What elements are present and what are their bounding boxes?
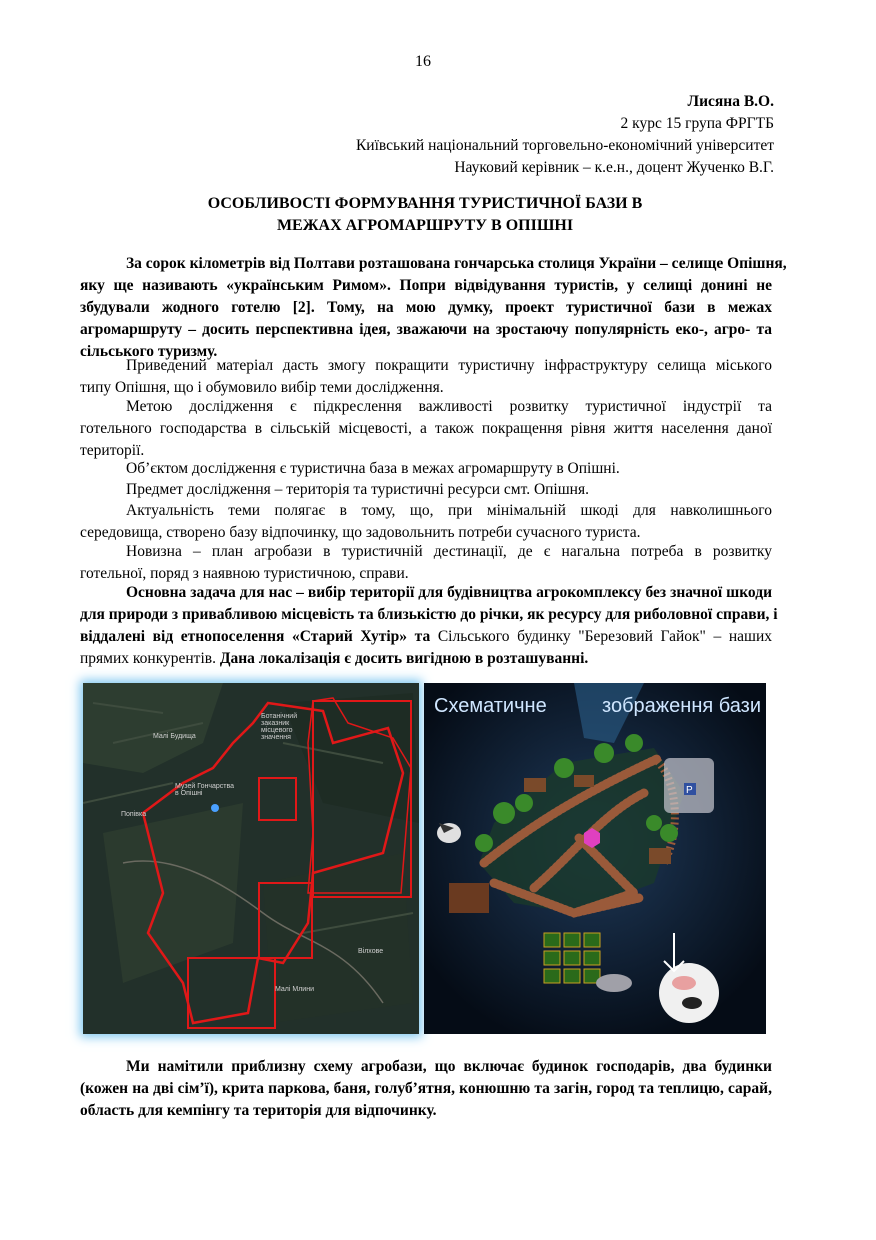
paragraph-line: Метою дослідження є підкреслення важливості розвитку туристичної індустрії та (126, 398, 772, 415)
paragraph-line: середовища, створено базу відпочинку, що задовольнить потреби сучасного туриста. (80, 524, 641, 541)
title-line-2: МЕЖАХ АГРОМАРШРУТУ В ОПІШНІ (276, 217, 574, 234)
paragraph-line: агромаршруту – досить перспективна ідея, зважаючи на зростаючу популярність еко-, агро- та (80, 321, 772, 338)
map-label: Ботанічний заказник місцевого значення (261, 713, 298, 741)
paragraph-line (80, 648, 772, 670)
map-label: Вілхове (358, 948, 384, 955)
paragraph-line: території. (80, 442, 145, 459)
paragraph-line: готельної, поряд з наявною туристичною, справи. (80, 565, 409, 582)
parking-symbol: P (686, 785, 693, 796)
figure (83, 683, 766, 1034)
paragraph-novelty (80, 541, 772, 585)
paragraph-main-task (80, 582, 778, 670)
paragraph-line: Новизна – план агробази в туристичній дестинації, де є нагальна потреба в розвитку (126, 543, 772, 560)
paragraph-line: Предмет дослідження – територія та туристичні ресурси смт. Опішня. (126, 481, 589, 498)
paragraph-line: (кожен на дві сім’ї), крита паркова, баня, голуб’ятня, конюшню та загін, город та теплицю, сарай, (80, 1080, 772, 1097)
paragraph-object (80, 458, 772, 480)
normal-fragment: прямих конкурентів. (80, 650, 220, 667)
map-graphic (83, 683, 419, 1034)
bold-fragment: Дана локалізація є досить вигідною в розташуванні. (219, 650, 589, 667)
scheme-title-left: Схематичне (434, 695, 547, 717)
paragraph-line: яку ще називають «українським Римом». Попри відвідування туристів, у селищі донині не (80, 277, 772, 294)
paragraph-line (80, 626, 772, 648)
scheme-graphic (424, 683, 766, 1034)
normal-fragment: Сільського будинку "Березовий Гайок" – наших (437, 628, 772, 645)
paragraph-relevance (80, 500, 772, 544)
author-name: Лисяна В.О. (687, 93, 774, 110)
scheme-title-right: зображення бази (602, 695, 761, 717)
paragraph-line: Основна задача для нас – вибір території для будівництва агрокомплексу без значної шкоди (126, 584, 772, 601)
paragraph-line: область для кемпінгу та територія для відпочинку. (80, 1102, 437, 1119)
paragraph-line: типу Опішня, що і обумовило вибір теми дослідження. (80, 379, 444, 396)
paragraph-line: сільського туризму. (80, 343, 218, 360)
author-group: 2 курс 15 група ФРГТБ (620, 115, 774, 132)
paragraph-line: для природи з привабливою місцевість та близькістю до річки, як ресурсу для риболовної справи, і (80, 606, 778, 623)
paragraph-line: За сорок кілометрів від Полтави розташована гончарська столиця України – селище Опішня, (126, 255, 787, 272)
paragraph-line: Об’єктом дослідження є туристична база в межах агромаршруту в Опішні. (126, 460, 620, 477)
paragraph-line: Ми намітили приблизну схему агробази, що включає будинок господарів, два будинки (126, 1058, 772, 1075)
base-scheme (424, 683, 766, 1034)
paragraph-line: Актуальність теми полягає в тому, що, при мінімальній шкоді для навколишнього (126, 502, 772, 519)
map-label: Малі Млини (275, 986, 314, 993)
paragraph-scheme (80, 1056, 772, 1122)
map-label: Попівка (121, 811, 147, 818)
author-university: Київський національний торговельно-економічний університет (355, 137, 774, 154)
bold-fragment: віддалені від етнопоселення «Старий Хутір» та (80, 628, 438, 645)
map-label: Музей Гончарства в Опішні (175, 783, 235, 797)
article-title (80, 193, 770, 237)
page-number: 16 (415, 53, 431, 70)
paragraph-material (80, 355, 772, 399)
paragraph-line: готельного господарства в сільській місцевості, а також покращення рівня життя населення даної (80, 420, 772, 437)
paragraph-intro (80, 253, 787, 363)
paragraph-subject (80, 479, 772, 501)
title-line-1: ОСОБЛИВОСТІ ФОРМУВАННЯ ТУРИСТИЧНОЇ БАЗИ В (207, 195, 643, 212)
paragraph-line: збудували жодного готелю [2]. Тому, на мою думку, проект туристичної бази в межах (80, 299, 772, 316)
satellite-map (83, 683, 419, 1034)
author-supervisor: Науковий керівник – к.е.н., доцент Жученко В.Г. (454, 159, 774, 176)
paragraph-goal (80, 396, 772, 462)
map-label: Малі Будища (153, 733, 196, 740)
author-block (356, 91, 774, 179)
paragraph-line: Приведений матеріал дасть змогу покращити туристичну інфраструктуру селища міського (126, 357, 772, 374)
